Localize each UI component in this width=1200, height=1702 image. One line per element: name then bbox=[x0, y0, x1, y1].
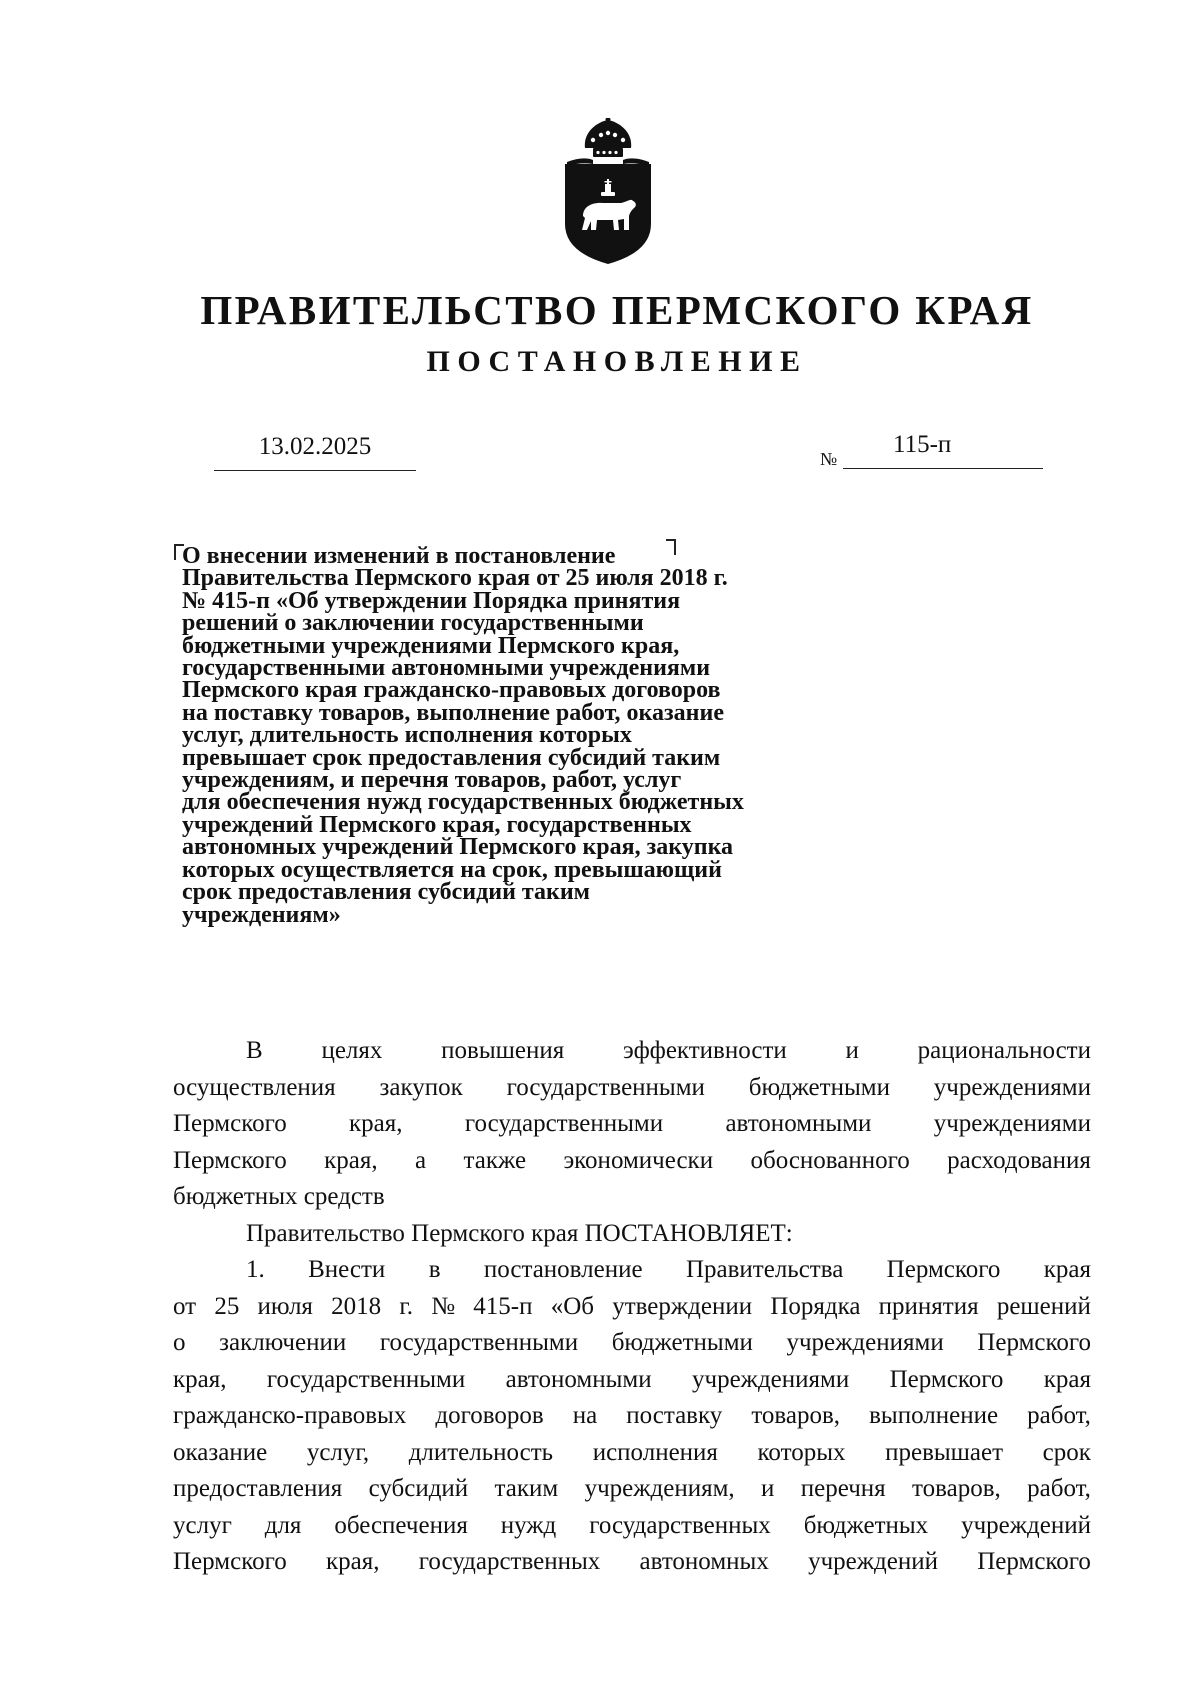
body-word: обоснованного bbox=[750, 1146, 910, 1174]
body-word: в bbox=[428, 1256, 441, 1283]
subject-line: Правительства Пермского края от 25 июля 2018 г. bbox=[182, 565, 728, 592]
body-line: Правительство Пермского края ПОСТАНОВЛЯЕТ: bbox=[246, 1219, 793, 1247]
body-line bbox=[173, 1106, 1091, 1143]
body-word: исполнения bbox=[592, 1438, 718, 1466]
body-word: учреждениями bbox=[786, 1329, 944, 1356]
body-line bbox=[173, 1544, 1091, 1581]
body-word: учреждениями bbox=[692, 1365, 850, 1393]
subject-line: О внесении изменений в постановление bbox=[182, 543, 616, 569]
body-word: товаров, bbox=[912, 1475, 1001, 1502]
body-word: Внести bbox=[308, 1256, 386, 1283]
subject-line: услуг, длительность исполнения которых bbox=[182, 722, 632, 749]
body-word: расходования bbox=[947, 1146, 1091, 1174]
subject-line: государственными автономными учреждениями bbox=[182, 655, 711, 682]
body-word: услуг, bbox=[306, 1438, 370, 1466]
body-word: Пермского bbox=[977, 1329, 1091, 1356]
body-word: государственных bbox=[418, 1548, 601, 1575]
body-line bbox=[173, 1435, 1091, 1472]
coat-of-arms-icon bbox=[563, 118, 653, 266]
body-word: и bbox=[845, 1037, 859, 1064]
body-word: края, bbox=[324, 1146, 378, 1174]
body-word: выполнение bbox=[869, 1402, 999, 1429]
body-word: обеспечения bbox=[334, 1511, 468, 1539]
document-type: ПОСТАНОВЛЕНИЕ bbox=[426, 345, 808, 378]
body-word: для bbox=[264, 1511, 302, 1539]
body-word: 25 bbox=[214, 1292, 240, 1320]
document-date: 13.02.2025 bbox=[258, 433, 372, 460]
body-word: Порядка bbox=[770, 1292, 861, 1320]
body-word: услуг bbox=[173, 1511, 232, 1539]
body-word: учреждениями bbox=[933, 1073, 1091, 1101]
body-word: заключении bbox=[219, 1329, 347, 1356]
body-word: срок bbox=[1042, 1438, 1091, 1466]
body-word: края, bbox=[173, 1365, 227, 1393]
body-word: бюджетными bbox=[611, 1329, 753, 1356]
body-word: осуществления bbox=[173, 1073, 336, 1101]
body-word: Пермского bbox=[173, 1110, 287, 1137]
subject-line: превышает срок предоставления субсидий таким bbox=[182, 744, 721, 771]
subject-line: решений о заключении государственными bbox=[182, 610, 644, 637]
body-word: утверждении bbox=[612, 1292, 753, 1320]
body-word: г. bbox=[399, 1292, 414, 1320]
body-word: которых bbox=[757, 1438, 846, 1466]
document-body bbox=[173, 1033, 1091, 1581]
subject-line: на поставку товаров, выполнение работ, оказание bbox=[182, 699, 724, 726]
subject-line: № 415-п «Об утверждении Порядка принятия bbox=[182, 587, 681, 614]
body-word: 1. bbox=[246, 1256, 265, 1283]
body-word: длительность bbox=[408, 1438, 554, 1466]
body-word: таким bbox=[494, 1475, 559, 1502]
body-word: июля bbox=[257, 1292, 313, 1320]
subject-line: бюджетными учреждениями Пермского края, bbox=[182, 632, 680, 659]
body-line bbox=[173, 1143, 1091, 1180]
body-word: работ, bbox=[1027, 1475, 1091, 1502]
body-word: оказание bbox=[173, 1438, 268, 1466]
body-word: края bbox=[1043, 1365, 1091, 1393]
body-word: а bbox=[415, 1146, 427, 1174]
body-word: предоставления bbox=[173, 1475, 343, 1502]
body-word: № bbox=[431, 1292, 456, 1320]
body-word: превышает bbox=[885, 1438, 1004, 1466]
body-line bbox=[173, 1289, 1091, 1326]
body-word: края, bbox=[349, 1110, 403, 1137]
body-word: 415-п bbox=[473, 1292, 533, 1320]
body-word: закупок bbox=[379, 1073, 463, 1101]
body-word: товаров, bbox=[751, 1402, 841, 1429]
body-word: автономных bbox=[639, 1548, 769, 1575]
body-word: на bbox=[572, 1402, 598, 1429]
body-word: о bbox=[173, 1329, 186, 1356]
subject-line: учреждениям, и перечня товаров, работ, услуг bbox=[182, 767, 682, 794]
body-line bbox=[173, 1508, 1091, 1545]
body-word: и bbox=[761, 1475, 775, 1502]
body-word: повышения bbox=[441, 1037, 565, 1064]
body-word: нужд bbox=[500, 1511, 557, 1539]
subject-line: автономных учреждений Пермского края, закупка bbox=[182, 834, 734, 861]
subject-line: которых осуществляется на срок, превышающий bbox=[182, 856, 722, 883]
body-word: учреждениям, bbox=[584, 1475, 735, 1502]
subject-line: срок предоставления субсидий таким bbox=[182, 879, 590, 906]
body-word: автономными bbox=[505, 1365, 652, 1393]
body-word: учреждений bbox=[808, 1548, 938, 1575]
body-line bbox=[173, 1362, 1091, 1399]
body-word: гражданско-правовых bbox=[173, 1402, 407, 1429]
number-field bbox=[843, 428, 1043, 469]
body-word: поставку bbox=[626, 1402, 723, 1429]
subject-line: для обеспечения нужд государственных бюджетных bbox=[182, 789, 744, 816]
body-word: Пермского bbox=[886, 1256, 1001, 1283]
body-word: края bbox=[1043, 1256, 1091, 1283]
body-word: Пермского bbox=[173, 1548, 287, 1575]
body-word: Пермского bbox=[977, 1548, 1091, 1575]
body-word: постановление bbox=[483, 1256, 643, 1283]
body-line bbox=[173, 1398, 1091, 1435]
subject-title bbox=[182, 545, 862, 926]
body-word: государственными bbox=[379, 1329, 579, 1356]
body-word: государственными bbox=[266, 1365, 466, 1393]
body-word: учреждениями bbox=[933, 1110, 1091, 1137]
body-line bbox=[173, 1252, 1091, 1289]
subject-line: Пермского края гражданско-правовых договоров bbox=[182, 677, 721, 704]
document-number: 115-п bbox=[893, 431, 952, 458]
body-line bbox=[173, 1325, 1091, 1362]
body-word: решений bbox=[996, 1292, 1091, 1320]
body-word: края, bbox=[325, 1548, 380, 1575]
body-word: В bbox=[246, 1037, 263, 1064]
body-word: 2018 bbox=[331, 1292, 382, 1320]
date-field bbox=[214, 428, 416, 471]
subject-line: учреждений Пермского края, государственных bbox=[182, 811, 692, 838]
body-word: принятия bbox=[878, 1292, 979, 1320]
body-word: перечня bbox=[800, 1475, 886, 1502]
body-word: бюджетными bbox=[748, 1073, 890, 1101]
body-word: «Об bbox=[550, 1292, 594, 1320]
body-word: рациональности bbox=[917, 1037, 1091, 1064]
body-word: целях bbox=[321, 1037, 383, 1064]
subject-line: учреждениям» bbox=[182, 901, 341, 928]
body-word: бюджетных bbox=[803, 1511, 929, 1539]
body-word: эффективности bbox=[622, 1037, 787, 1064]
body-line bbox=[173, 1033, 1091, 1070]
body-word: государственных bbox=[589, 1511, 771, 1539]
body-word: автономными bbox=[725, 1110, 872, 1137]
body-line bbox=[173, 1471, 1091, 1508]
body-line: бюджетных средств bbox=[173, 1183, 385, 1210]
number-label: № bbox=[820, 449, 838, 469]
body-word: государственными bbox=[506, 1073, 705, 1101]
body-word: договоров bbox=[435, 1402, 544, 1429]
body-word: Пермского bbox=[173, 1146, 287, 1174]
body-word: субсидий bbox=[368, 1475, 469, 1502]
body-word: учреждений bbox=[961, 1511, 1091, 1539]
body-word: Пермского bbox=[889, 1365, 1004, 1393]
body-word: экономически bbox=[563, 1146, 714, 1174]
government-title: ПРАВИТЕЛЬСТВО ПЕРМСКОГО КРАЯ bbox=[200, 287, 1034, 333]
body-word: государственными bbox=[464, 1110, 664, 1137]
body-line bbox=[173, 1070, 1091, 1107]
body-word: также bbox=[463, 1146, 527, 1174]
body-word: от bbox=[173, 1292, 197, 1320]
body-word: работ, bbox=[1027, 1402, 1091, 1429]
body-word: Правительства bbox=[685, 1256, 844, 1283]
